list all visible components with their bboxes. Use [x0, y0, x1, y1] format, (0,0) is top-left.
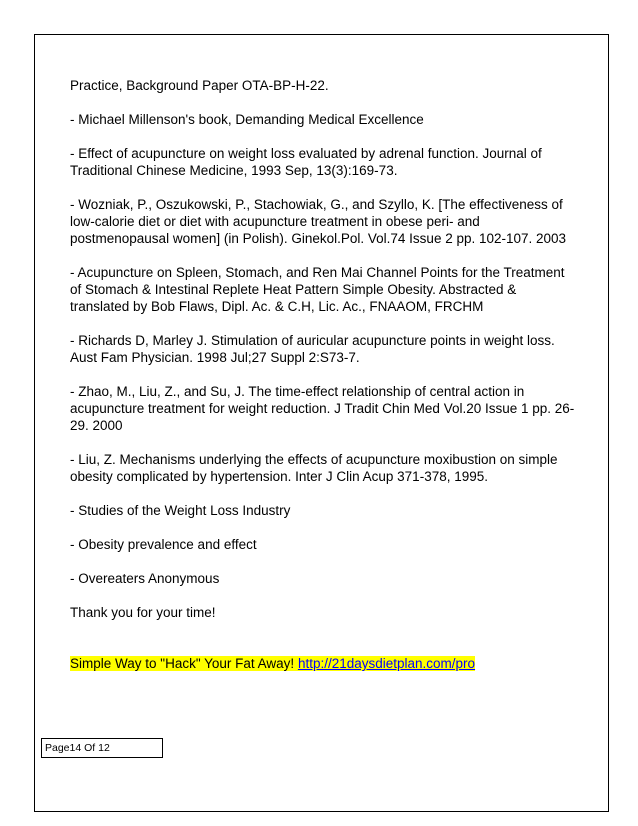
reference-item-prevalence: - Obesity prevalence and effect [70, 537, 257, 552]
promo-highlight [70, 656, 475, 671]
page-number-label: Page14 Of 12 [45, 742, 110, 754]
document-body [70, 77, 575, 672]
reference-line-0: Practice, Background Paper OTA-BP-H-22. [70, 78, 329, 93]
reference-item-wozniak: - Wozniak, P., Oszukowski, P., Stachowiak, G., and Szyllo, K. [The effectiveness of low-calorie diet or diet with acupuncture treatment in obese peri- and postmenopausal women] (in Polish). Ginekol.Pol. Vol.74 Issue 2 pp. 102-107. 2003 [70, 197, 567, 246]
page-number-footer [41, 738, 163, 758]
reference-item-industry: - Studies of the Weight Loss Industry [70, 503, 291, 518]
document-page [34, 34, 609, 812]
reference-item-adrenal: - Effect of acupuncture on weight loss evaluated by adrenal function. Journal of Traditional Chinese Medicine, 1993 Sep, 13(3):169-73. [70, 146, 542, 178]
reference-item-overeaters: - Overeaters Anonymous [70, 571, 220, 586]
reference-item-liu: - Liu, Z. Mechanisms underlying the effects of acupuncture moxibustion on simple obesity complicated by hypertension. Inter J Clin Acup 371-378, 1995. [70, 452, 558, 484]
promo-text: Simple Way to "Hack" Your Fat Away! [70, 656, 298, 671]
promo-line [70, 655, 575, 672]
reference-item-zhao: - Zhao, M., Liu, Z., and Su, J. The time-effect relationship of central action in acupuncture treatment for weight reduction. J Tradit Chin Med Vol.20 Issue 1 pp. 26-29. 2000 [70, 384, 575, 433]
promo-link[interactable]: http://21daysdietplan.com/pro [297, 656, 476, 671]
thank-you-line: Thank you for your time! [70, 605, 216, 620]
reference-item-millenson: - Michael Millenson's book, Demanding Medical Excellence [70, 112, 424, 127]
reference-item-richards: - Richards D, Marley J. Stimulation of auricular acupuncture points in weight loss. Aust Fam Physician. 1998 Jul;27 Suppl 2:S73-7. [70, 333, 555, 365]
reference-item-flaws: - Acupuncture on Spleen, Stomach, and Ren Mai Channel Points for the Treatment of Stomach & Intestinal Replete Heat Pattern Simple Obesity. Abstracted & translated by Bob Flaws, Dipl. Ac. & C.H, Lic. Ac., FNAAOM, FRCHM [70, 265, 565, 314]
